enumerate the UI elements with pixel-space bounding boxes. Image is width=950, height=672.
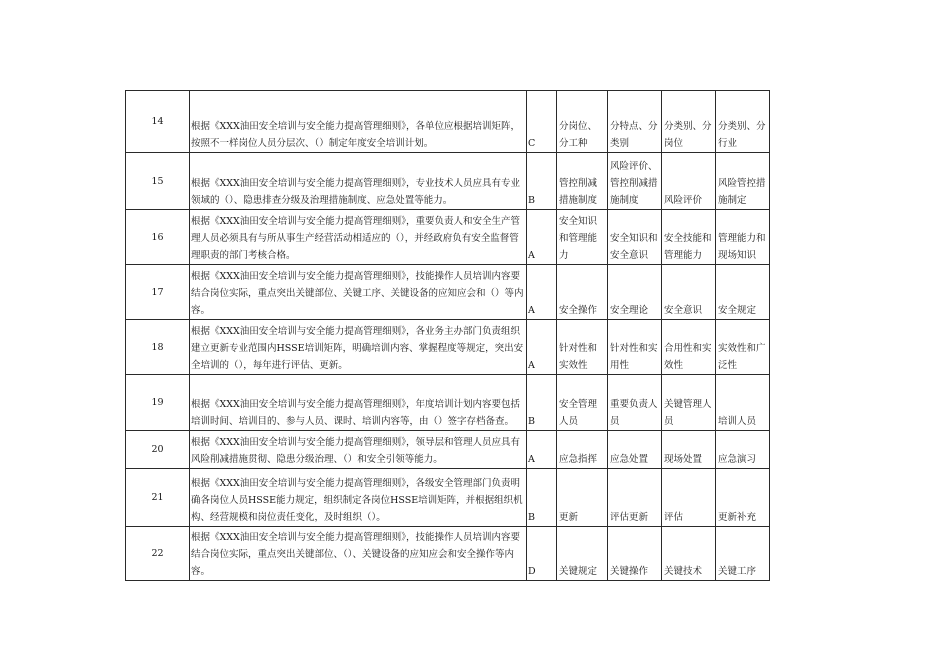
option-a: 更新 (557, 469, 608, 527)
option-a: 安全操作 (557, 265, 608, 320)
option-b: 针对性和实用性 (608, 320, 662, 375)
option-b: 关键操作 (608, 527, 662, 581)
question-text: 根据《XXX油田安全培训与安全能力提高管理细则》，专业技术人员应具有专业领域的（）、隐患排查分级及治理措施制度、应急处置等能力。 (190, 153, 527, 210)
table-row (126, 431, 770, 469)
option-d: 管理能力和现场知识 (716, 210, 770, 265)
option-b: 应急处置 (608, 431, 662, 469)
question-number: 22 (126, 527, 190, 581)
table-row (126, 469, 770, 527)
question-number: 17 (126, 265, 190, 320)
option-c: 关键管理人员 (662, 375, 716, 431)
option-b: 安全知识和安全意识 (608, 210, 662, 265)
table-row (126, 265, 770, 320)
option-c: 关键技术 (662, 527, 716, 581)
question-text: 根据《XXX油田安全培训与安全能力提高管理细则》，各单位应根据培训矩阵，按照不一样岗位人员分层次、（）制定年度安全培训计划。 (190, 91, 527, 153)
answer-key: A (527, 265, 557, 320)
answer-key: B (527, 375, 557, 431)
option-a: 安全管理人员 (557, 375, 608, 431)
question-text: 根据《XXX油田安全培训与安全能力提高管理细则》，各级安全管理部门负责明确各岗位人员HSSE能力规定，组织制定各岗位HSSE培训矩阵，并根据组织机构、经营规模和岗位责任变化，及时组织（）。 (190, 469, 527, 527)
option-a: 关键规定 (557, 527, 608, 581)
answer-key: D (527, 527, 557, 581)
question-text: 根据《XXX油田安全培训与安全能力提高管理细则》，各业务主办部门负责组织建立更新专业范围内HSSE培训矩阵，明确培训内容、掌握程度等规定，突出安全培训的（），每年进行评估、更新。 (190, 320, 527, 375)
question-table (125, 90, 770, 581)
option-a: 分岗位、分工种 (557, 91, 608, 153)
option-c: 安全意识 (662, 265, 716, 320)
table-row (126, 210, 770, 265)
option-c: 安全技能和管理能力 (662, 210, 716, 265)
answer-key: B (527, 153, 557, 210)
question-number: 16 (126, 210, 190, 265)
option-d: 应急演习 (716, 431, 770, 469)
question-number: 20 (126, 431, 190, 469)
table-row (126, 527, 770, 581)
table-row (126, 153, 770, 210)
answer-key: B (527, 469, 557, 527)
question-number: 21 (126, 469, 190, 527)
option-b: 安全理论 (608, 265, 662, 320)
option-b: 分特点、分类别 (608, 91, 662, 153)
option-b: 风险评价、管控削减措施制度 (608, 153, 662, 210)
option-b: 重要负责人员 (608, 375, 662, 431)
option-d: 培训人员 (716, 375, 770, 431)
option-a: 应急指挥 (557, 431, 608, 469)
question-text: 根据《XXX油田安全培训与安全能力提高管理细则》，技能操作人员培训内容要结合岗位实际，重点突出关键部位、关键工序、关键设备的应知应会和（）等内容。 (190, 265, 527, 320)
option-d: 关键工序 (716, 527, 770, 581)
option-d: 风险管控措施制定 (716, 153, 770, 210)
question-text: 根据《XXX油田安全培训与安全能力提高管理细则》，技能操作人员培训内容要结合岗位实际，重点突出关键部位、（）、关键设备的应知应会和安全操作等内容。 (190, 527, 527, 581)
option-a: 管控削减措施制度 (557, 153, 608, 210)
answer-key: A (527, 320, 557, 375)
option-b: 评估更新 (608, 469, 662, 527)
option-a: 针对性和实效性 (557, 320, 608, 375)
table-row (126, 375, 770, 431)
option-c: 合用性和实效性 (662, 320, 716, 375)
option-d: 安全规定 (716, 265, 770, 320)
option-c: 分类别、分岗位 (662, 91, 716, 153)
question-text: 根据《XXX油田安全培训与安全能力提高管理细则》，重要负责人和安全生产管理人员必须具有与所从事生产经营活动相适应的（），并经政府负有安全监督管理职责的部门考核合格。 (190, 210, 527, 265)
answer-key: A (527, 431, 557, 469)
option-d: 实效性和广泛性 (716, 320, 770, 375)
option-a: 安全知识和管理能力 (557, 210, 608, 265)
question-number: 18 (126, 320, 190, 375)
option-c: 现场处置 (662, 431, 716, 469)
question-number: 14 (126, 91, 190, 153)
question-text: 根据《XXX油田安全培训与安全能力提高管理细则》，领导层和管理人员应具有风险削减措施贯彻、隐患分级治理、（）和安全引领等能力。 (190, 431, 527, 469)
table-row (126, 320, 770, 375)
question-number: 19 (126, 375, 190, 431)
option-d: 更新补充 (716, 469, 770, 527)
option-d: 分类别、分行业 (716, 91, 770, 153)
answer-key: C (527, 91, 557, 153)
question-number: 15 (126, 153, 190, 210)
question-text: 根据《XXX油田安全培训与安全能力提高管理细则》，年度培训计划内容要包括培训时间、培训目的、参与人员、课时、培训内容等，由（）签字存档备查。 (190, 375, 527, 431)
option-c: 评估 (662, 469, 716, 527)
table-row (126, 91, 770, 153)
answer-key: A (527, 210, 557, 265)
option-c: 风险评价 (662, 153, 716, 210)
